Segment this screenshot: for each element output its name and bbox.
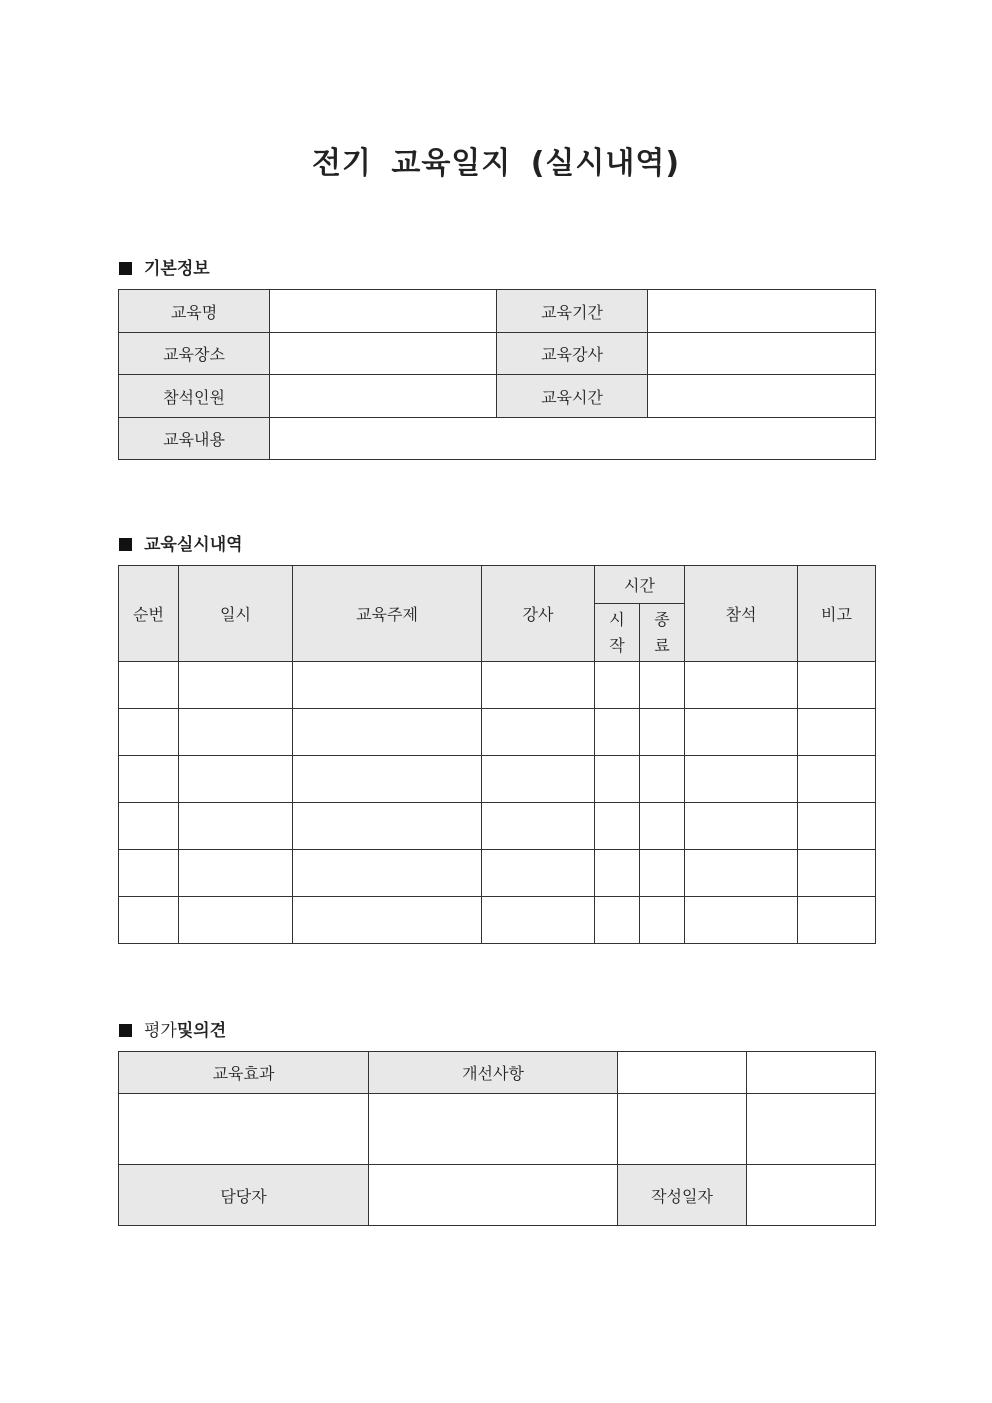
field-edu-instructor[interactable] bbox=[648, 333, 876, 375]
table-row bbox=[119, 850, 876, 897]
square-bullet-icon bbox=[119, 538, 132, 551]
field-write-date[interactable] bbox=[747, 1165, 876, 1226]
table-cell[interactable] bbox=[482, 756, 595, 803]
table-cell[interactable] bbox=[640, 850, 685, 897]
field-attendees[interactable] bbox=[270, 375, 497, 418]
table-row bbox=[119, 662, 876, 709]
table-cell[interactable] bbox=[482, 662, 595, 709]
table-cell[interactable] bbox=[179, 756, 293, 803]
header-topic: 교육주제 bbox=[293, 566, 482, 662]
table-cell[interactable] bbox=[685, 662, 798, 709]
table-cell[interactable] bbox=[179, 850, 293, 897]
field-edu-time[interactable] bbox=[648, 375, 876, 418]
table-row bbox=[119, 709, 876, 756]
section-label: 교육실시내역 bbox=[144, 535, 243, 555]
field-edu-period[interactable] bbox=[648, 290, 876, 333]
table-cell[interactable] bbox=[685, 803, 798, 850]
header-datetime: 일시 bbox=[179, 566, 293, 662]
table-cell[interactable] bbox=[119, 850, 179, 897]
record-table bbox=[118, 565, 876, 944]
header-end bbox=[640, 604, 685, 662]
label-edu-name: 교육명 bbox=[119, 290, 270, 333]
section-heading-evaluation bbox=[119, 1016, 226, 1041]
field-extra-1[interactable] bbox=[618, 1052, 747, 1094]
table-cell[interactable] bbox=[482, 709, 595, 756]
table-cell[interactable] bbox=[640, 709, 685, 756]
header-start-char-1: 시 bbox=[609, 609, 625, 629]
table-cell[interactable] bbox=[685, 897, 798, 944]
table-cell[interactable] bbox=[119, 709, 179, 756]
table-cell[interactable] bbox=[640, 756, 685, 803]
basic-info-table bbox=[118, 289, 876, 460]
table-row bbox=[119, 897, 876, 944]
field-edu-place[interactable] bbox=[270, 333, 497, 375]
table-cell[interactable] bbox=[293, 803, 482, 850]
field-edu-content[interactable] bbox=[270, 418, 876, 460]
header-time: 시간 bbox=[595, 566, 685, 604]
table-cell[interactable] bbox=[119, 897, 179, 944]
table-cell[interactable] bbox=[179, 803, 293, 850]
header-end-char-1: 종 bbox=[654, 609, 670, 629]
field-extra-4[interactable] bbox=[747, 1094, 876, 1165]
table-cell[interactable] bbox=[119, 803, 179, 850]
header-remarks: 비고 bbox=[798, 566, 876, 662]
label-manager: 담당자 bbox=[119, 1165, 369, 1226]
table-cell[interactable] bbox=[179, 897, 293, 944]
section-label: 기본정보 bbox=[144, 259, 210, 279]
table-cell[interactable] bbox=[798, 662, 876, 709]
label-improvements: 개선사항 bbox=[369, 1052, 618, 1094]
table-cell[interactable] bbox=[595, 897, 640, 944]
section-heading-record bbox=[119, 530, 243, 555]
table-cell[interactable] bbox=[293, 662, 482, 709]
field-extra-3[interactable] bbox=[618, 1094, 747, 1165]
table-cell[interactable] bbox=[482, 850, 595, 897]
record-rows bbox=[119, 662, 876, 944]
header-no: 순번 bbox=[119, 566, 179, 662]
table-cell[interactable] bbox=[798, 803, 876, 850]
label-edu-time: 교육시간 bbox=[497, 375, 648, 418]
table-cell[interactable] bbox=[798, 756, 876, 803]
table-cell[interactable] bbox=[798, 897, 876, 944]
table-cell[interactable] bbox=[119, 756, 179, 803]
square-bullet-icon bbox=[119, 262, 132, 275]
field-edu-effect[interactable] bbox=[119, 1094, 369, 1165]
table-cell[interactable] bbox=[482, 897, 595, 944]
label-edu-place: 교육장소 bbox=[119, 333, 270, 375]
field-edu-name[interactable] bbox=[270, 290, 497, 333]
header-end-char-2: 료 bbox=[654, 635, 670, 655]
label-attendees: 참석인원 bbox=[119, 375, 270, 418]
field-extra-2[interactable] bbox=[747, 1052, 876, 1094]
page-title: 전기 교육일지 (실시내역) bbox=[311, 146, 681, 181]
evaluation-table bbox=[118, 1051, 876, 1226]
table-cell[interactable] bbox=[798, 709, 876, 756]
section-heading-basic bbox=[119, 254, 210, 279]
label-edu-effect: 교육효과 bbox=[119, 1052, 369, 1094]
table-row bbox=[119, 756, 876, 803]
table-cell[interactable] bbox=[293, 756, 482, 803]
table-cell[interactable] bbox=[798, 850, 876, 897]
square-bullet-icon bbox=[119, 1024, 132, 1037]
table-cell[interactable] bbox=[595, 709, 640, 756]
table-cell[interactable] bbox=[179, 662, 293, 709]
header-attend: 참석 bbox=[685, 566, 798, 662]
label-edu-instructor: 교육강사 bbox=[497, 333, 648, 375]
label-edu-content: 교육내용 bbox=[119, 418, 270, 460]
header-start bbox=[595, 604, 640, 662]
table-cell[interactable] bbox=[595, 850, 640, 897]
table-cell[interactable] bbox=[640, 897, 685, 944]
table-cell[interactable] bbox=[595, 662, 640, 709]
table-cell[interactable] bbox=[685, 850, 798, 897]
table-cell[interactable] bbox=[482, 803, 595, 850]
header-instructor: 강사 bbox=[482, 566, 595, 662]
section-label-suffix: 및의견 bbox=[176, 1021, 227, 1041]
table-cell[interactable] bbox=[293, 850, 482, 897]
table-cell[interactable] bbox=[293, 897, 482, 944]
field-manager[interactable] bbox=[369, 1165, 618, 1226]
label-write-date: 작성일자 bbox=[618, 1165, 747, 1226]
field-improvements[interactable] bbox=[369, 1094, 618, 1165]
table-cell[interactable] bbox=[640, 803, 685, 850]
table-cell[interactable] bbox=[293, 709, 482, 756]
table-cell[interactable] bbox=[595, 803, 640, 850]
section-label-prefix: 평가 bbox=[144, 1021, 177, 1041]
table-row bbox=[119, 803, 876, 850]
table-cell[interactable] bbox=[685, 709, 798, 756]
table-cell[interactable] bbox=[640, 662, 685, 709]
table-cell[interactable] bbox=[179, 709, 293, 756]
header-start-char-2: 작 bbox=[609, 635, 625, 655]
table-cell[interactable] bbox=[119, 662, 179, 709]
table-cell[interactable] bbox=[685, 756, 798, 803]
label-edu-period: 교육기간 bbox=[497, 290, 648, 333]
table-cell[interactable] bbox=[595, 756, 640, 803]
